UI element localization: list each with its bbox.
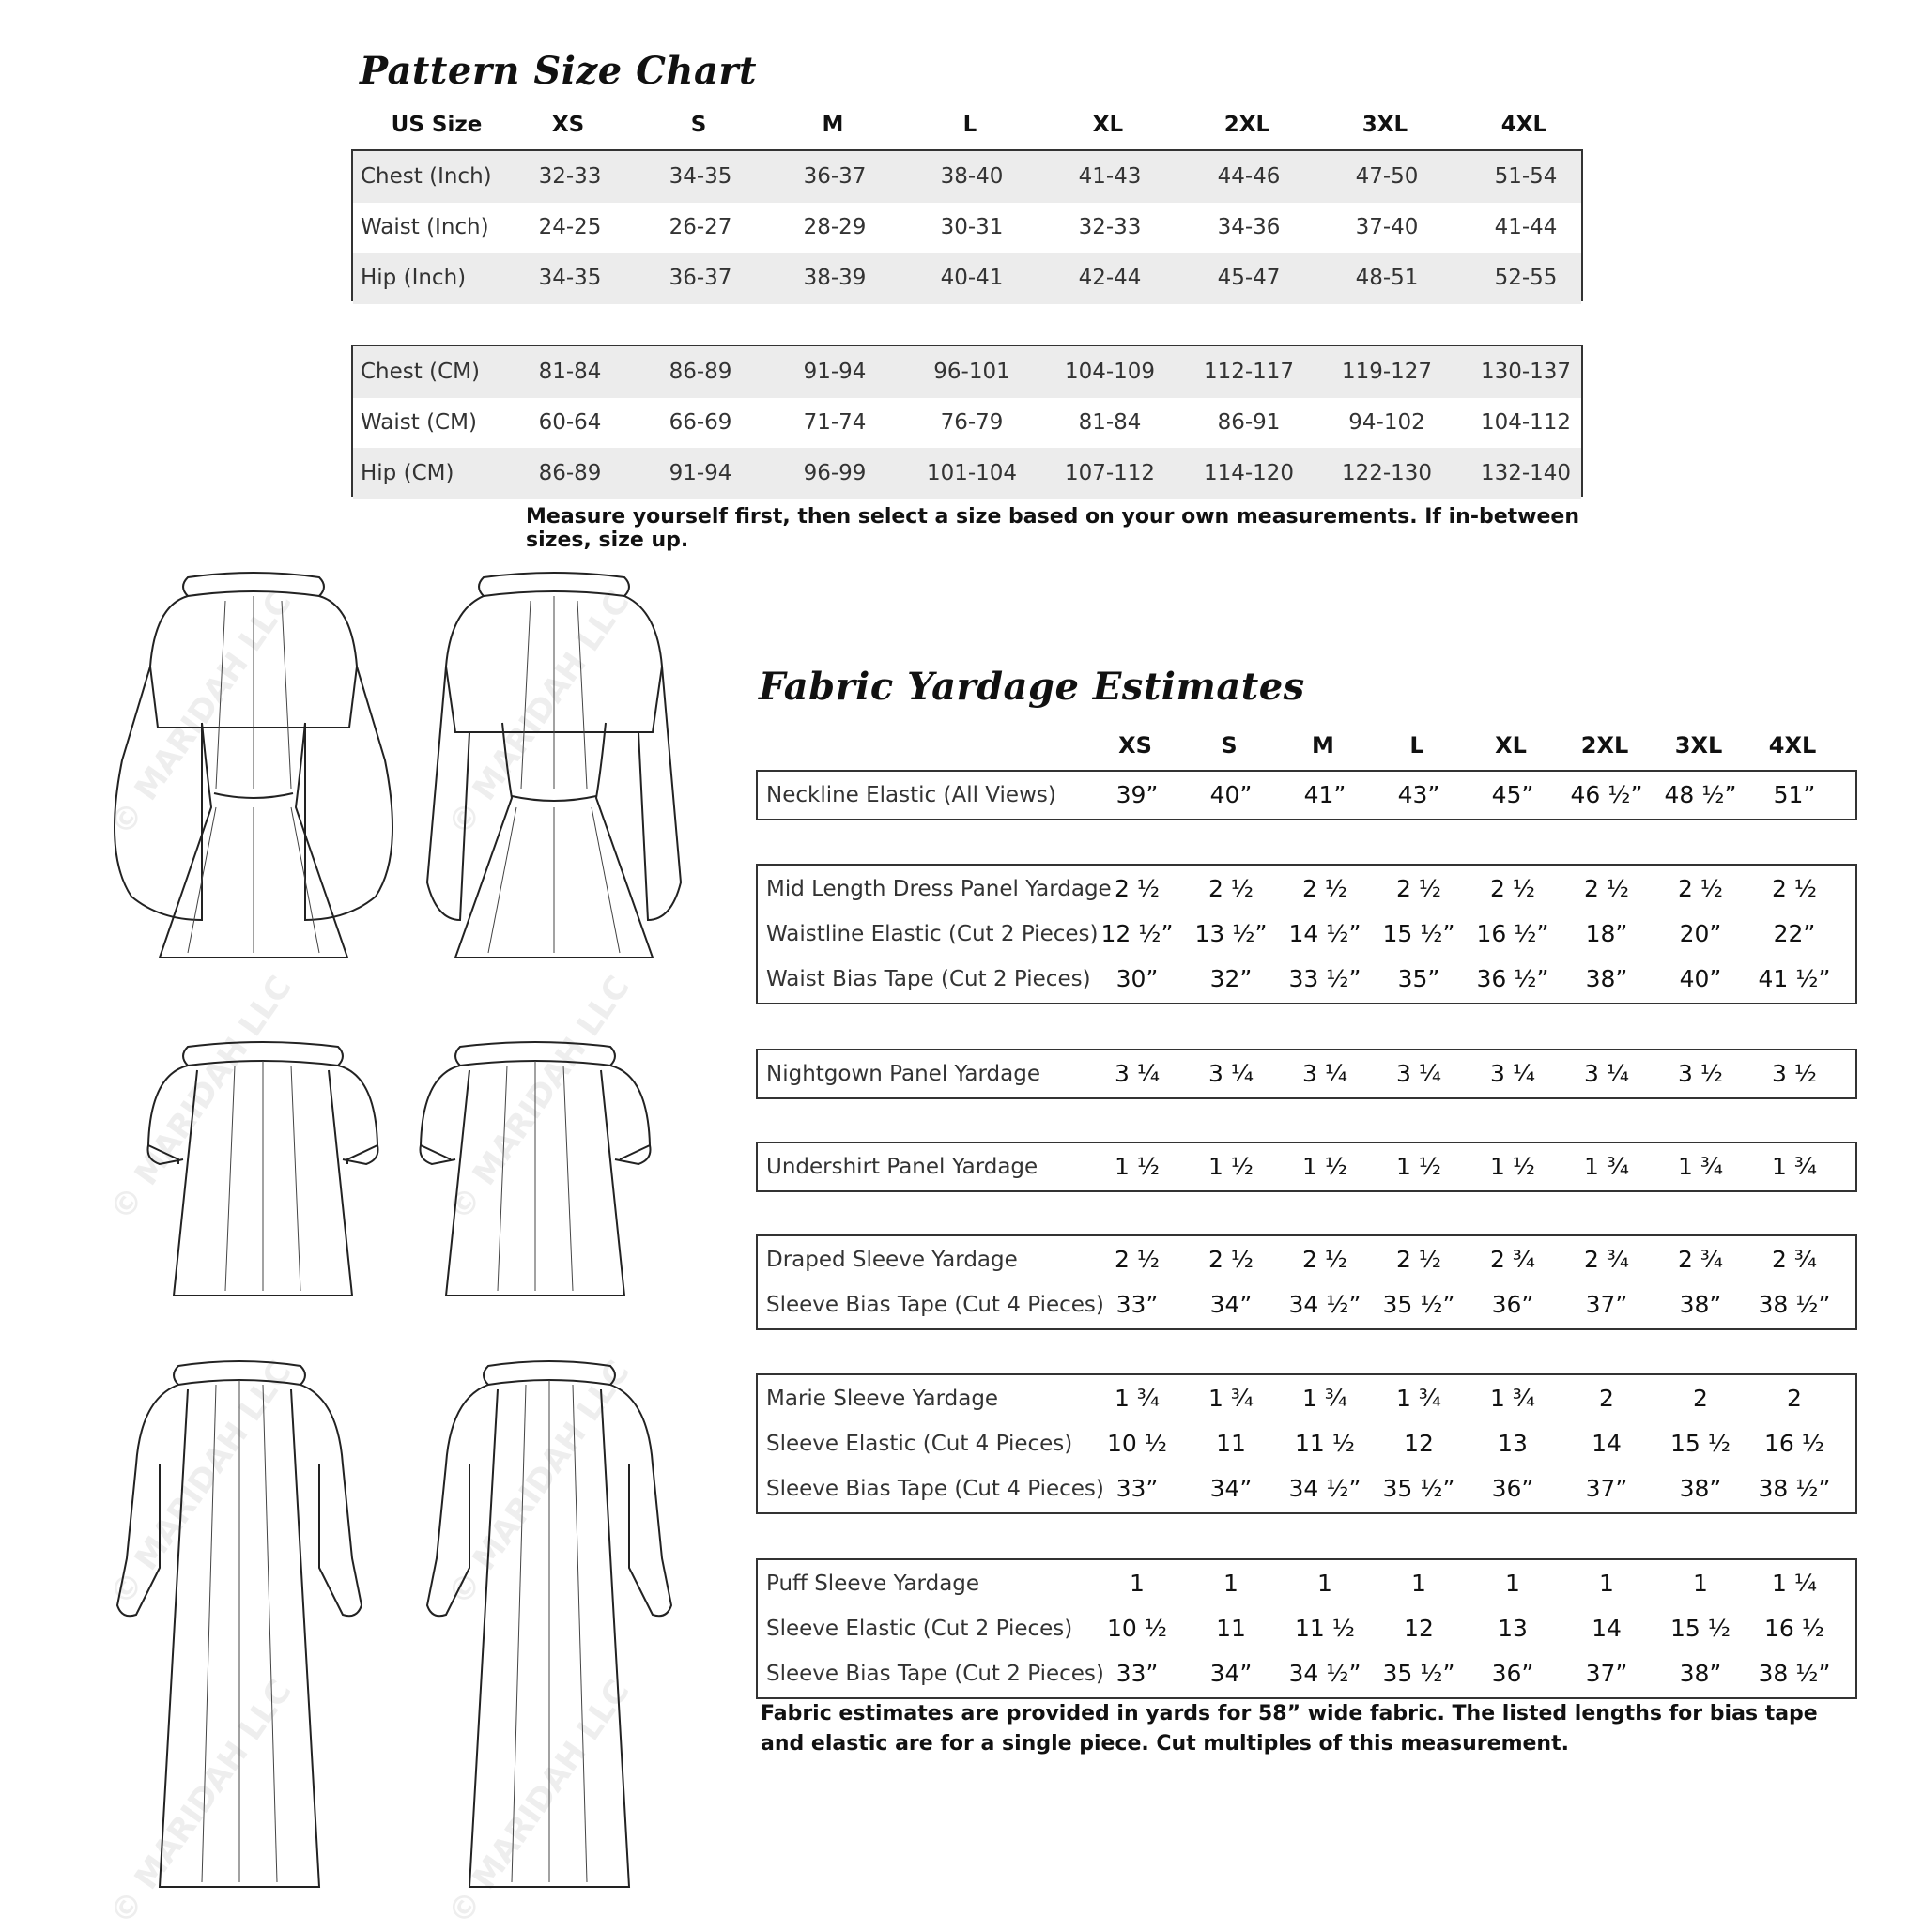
size-cell: 47-50 xyxy=(1355,164,1419,189)
yardage-cell: 37” xyxy=(1585,1291,1628,1318)
yardage-cell: 35” xyxy=(1397,965,1440,992)
yardage-row xyxy=(758,1051,1855,1096)
yardage-cell: 3 ¼ xyxy=(1395,1060,1442,1087)
size-cell: 37-40 xyxy=(1355,215,1419,239)
watermark: © MARIDAH LLC xyxy=(440,1354,638,1613)
size-cell: 101-104 xyxy=(926,461,1018,485)
yardage-table xyxy=(756,770,1857,820)
yardage-cell: 2 ½ xyxy=(1489,875,1536,902)
size-column-header: S xyxy=(690,113,707,137)
size-chart-title: Pattern Size Chart xyxy=(360,49,757,93)
undershirt-back-illustration xyxy=(413,1033,657,1305)
size-cell: 71-74 xyxy=(803,410,867,435)
yardage-row xyxy=(758,957,1855,1002)
size-cell: 30-31 xyxy=(940,215,1004,239)
yardage-cell: 2 ½ xyxy=(1301,875,1348,902)
yardage-cell: 2 ½ xyxy=(1208,875,1254,902)
undershirt-front-illustration xyxy=(141,1033,385,1305)
yardage-cell: 12 ½” xyxy=(1100,920,1174,947)
yardage-row xyxy=(758,1282,1855,1327)
yardage-cell: 16 ½ xyxy=(1764,1615,1824,1642)
yardage-cell: 3 ¼ xyxy=(1489,1060,1536,1087)
size-cell: 91-94 xyxy=(669,461,732,485)
size-cell: 104-109 xyxy=(1064,360,1156,384)
yardage-cell: 11 ½ xyxy=(1295,1430,1355,1457)
yardage-cell: 1 xyxy=(1223,1570,1238,1597)
dress-draped-sleeve-back-illustration xyxy=(418,563,690,967)
row-label: Marie Sleeve Yardage xyxy=(766,1387,999,1411)
yardage-cell: 2 xyxy=(1693,1385,1708,1412)
yardage-cell: 2 ½ xyxy=(1208,1246,1254,1273)
row-label: Chest (CM) xyxy=(361,360,480,384)
size-column-header: XL xyxy=(1092,113,1124,137)
dress-draped-sleeve-front-illustration xyxy=(103,563,404,967)
row-label: Puff Sleeve Yardage xyxy=(766,1572,980,1596)
yardage-cell: 10 ½ xyxy=(1107,1430,1167,1457)
yardage-cell: 43” xyxy=(1397,781,1440,808)
size-cell: 107-112 xyxy=(1064,461,1156,485)
yardage-cell: 35 ½” xyxy=(1382,1475,1455,1502)
yardage-column-header: S xyxy=(1221,732,1238,759)
row-label: Sleeve Elastic (Cut 2 Pieces) xyxy=(766,1617,1073,1641)
yardage-cell: 39” xyxy=(1115,781,1159,808)
size-cell: 36-37 xyxy=(803,164,867,189)
inch-table xyxy=(351,149,1583,301)
yardage-cell: 36” xyxy=(1491,1291,1534,1318)
row-label: Hip (Inch) xyxy=(361,266,467,290)
size-cell: 81-84 xyxy=(538,360,602,384)
yardage-cell: 3 ½ xyxy=(1677,1060,1724,1087)
row-label: Waist (Inch) xyxy=(361,215,489,239)
yardage-cell: 51” xyxy=(1773,781,1816,808)
size-cell: 96-101 xyxy=(933,360,1010,384)
row-label: Sleeve Bias Tape (Cut 2 Pieces) xyxy=(766,1662,1104,1686)
yardage-cell: 2 ¾ xyxy=(1771,1246,1818,1273)
yardage-cell: 16 ½ xyxy=(1764,1430,1824,1457)
yardage-cell: 1 ¾ xyxy=(1208,1385,1254,1412)
yardage-cell: 33” xyxy=(1115,1291,1159,1318)
size-cell: 48-51 xyxy=(1355,266,1419,290)
yardage-cell: 1 ¾ xyxy=(1771,1153,1818,1180)
row-label: Waist (CM) xyxy=(361,410,477,435)
size-cell: 130-137 xyxy=(1480,360,1572,384)
yardage-cell: 2 ½ xyxy=(1114,1246,1161,1273)
yardage-cell: 13 ½” xyxy=(1194,920,1268,947)
size-cell: 34-35 xyxy=(669,164,732,189)
yardage-column-header: 2XL xyxy=(1580,732,1629,759)
yardage-cell: 1 xyxy=(1505,1570,1520,1597)
yardage-cell: 34” xyxy=(1209,1660,1253,1687)
row-label: Sleeve Bias Tape (Cut 4 Pieces) xyxy=(766,1293,1104,1317)
yardage-cell: 36” xyxy=(1491,1660,1534,1687)
size-cell: 26-27 xyxy=(669,215,732,239)
yardage-cell: 1 xyxy=(1130,1570,1145,1597)
size-cell: 38-39 xyxy=(803,266,867,290)
watermark: © MARIDAH LLC xyxy=(440,1673,638,1932)
size-cell: 86-89 xyxy=(669,360,732,384)
yardage-cell: 15 ½” xyxy=(1382,920,1455,947)
yardage-cell: 36 ½” xyxy=(1476,965,1549,992)
size-cell: 96-99 xyxy=(803,461,867,485)
size-column-header: L xyxy=(962,113,977,137)
yardage-cell: 40” xyxy=(1679,965,1722,992)
size-cell: 60-64 xyxy=(538,410,602,435)
yardage-column-header: 4XL xyxy=(1768,732,1817,759)
size-cell: 44-46 xyxy=(1217,164,1281,189)
size-cell: 41-43 xyxy=(1078,164,1142,189)
row-label: Waistline Elastic (Cut 2 Pieces) xyxy=(766,922,1099,946)
yardage-cell: 13 xyxy=(1498,1615,1528,1642)
yardage-note: Fabric estimates are provided in yards for 58” wide fabric. The listed lengths for bias tape and elastic are for a single piece. Cut multiples of this measurement. xyxy=(761,1702,1818,1756)
yardage-row xyxy=(758,1651,1855,1696)
yardage-cell: 34” xyxy=(1209,1291,1253,1318)
yardage-row xyxy=(758,1466,1855,1511)
yardage-cell: 33” xyxy=(1115,1660,1159,1687)
size-column-header: M xyxy=(822,113,844,137)
yardage-title: Fabric Yardage Estimates xyxy=(759,665,1305,709)
yardage-cell: 16 ½” xyxy=(1476,920,1549,947)
yardage-table xyxy=(756,1373,1857,1514)
yardage-row xyxy=(758,1606,1855,1651)
yardage-column-header: XL xyxy=(1495,732,1527,759)
size-column-header: 4XL xyxy=(1500,113,1547,137)
size-cell: 41-44 xyxy=(1494,215,1558,239)
size-cell: 86-89 xyxy=(538,461,602,485)
yardage-cell: 14 ½” xyxy=(1288,920,1361,947)
watermark: © MARIDAH LLC xyxy=(102,1673,300,1932)
yardage-cell: 3 ¼ xyxy=(1301,1060,1348,1087)
yardage-cell: 1 ½ xyxy=(1395,1153,1442,1180)
yardage-cell: 1 xyxy=(1599,1570,1614,1597)
yardage-cell: 30” xyxy=(1115,965,1159,992)
size-cell: 52-55 xyxy=(1494,266,1558,290)
row-label: Chest (Inch) xyxy=(361,164,492,189)
size-cell: 122-130 xyxy=(1341,461,1433,485)
size-cell: 76-79 xyxy=(940,410,1004,435)
size-column-header: 3XL xyxy=(1361,113,1408,137)
yardage-cell: 46 ½” xyxy=(1570,781,1643,808)
yardage-cell: 2 xyxy=(1599,1385,1614,1412)
yardage-cell: 13 xyxy=(1498,1430,1528,1457)
yardage-cell: 3 ¼ xyxy=(1208,1060,1254,1087)
yardage-cell: 15 ½ xyxy=(1670,1615,1731,1642)
yardage-cell: 38 ½” xyxy=(1758,1660,1831,1687)
size-chart-note: Measure yourself first, then select a size based on your own measurements. If in-between sizes, size up. xyxy=(526,505,1579,552)
yardage-cell: 2 ¾ xyxy=(1583,1246,1630,1273)
yardage-cell: 3 ½ xyxy=(1771,1060,1818,1087)
yardage-cell: 38” xyxy=(1679,1475,1722,1502)
size-table-row xyxy=(353,346,1581,398)
size-cell: 94-102 xyxy=(1348,410,1425,435)
yardage-cell: 12 xyxy=(1404,1430,1434,1457)
yardage-table xyxy=(756,1234,1857,1330)
yardage-cell: 34” xyxy=(1209,1475,1253,1502)
yardage-cell: 1 ¾ xyxy=(1583,1153,1630,1180)
size-cell: 34-36 xyxy=(1217,215,1281,239)
yardage-cell: 15 ½ xyxy=(1670,1430,1731,1457)
yardage-row xyxy=(758,1144,1855,1189)
yardage-column-header: XS xyxy=(1118,732,1152,759)
yardage-cell: 2 ½ xyxy=(1395,1246,1442,1273)
yardage-cell: 40” xyxy=(1209,781,1253,808)
yardage-cell: 38” xyxy=(1585,965,1628,992)
yardage-row xyxy=(758,1561,1855,1606)
yardage-cell: 38 ½” xyxy=(1758,1291,1831,1318)
yardage-cell: 3 ¼ xyxy=(1114,1060,1161,1087)
size-table-row xyxy=(353,202,1581,253)
row-label: Waist Bias Tape (Cut 2 Pieces) xyxy=(766,967,1091,991)
size-cell: 112-117 xyxy=(1203,360,1295,384)
yardage-cell: 3 ¼ xyxy=(1583,1060,1630,1087)
yardage-table xyxy=(756,1142,1857,1192)
yardage-cell: 2 ½ xyxy=(1677,875,1724,902)
yardage-row xyxy=(758,912,1855,957)
yardage-cell: 10 ½ xyxy=(1107,1615,1167,1642)
size-column-header: XS xyxy=(551,113,585,137)
yardage-cell: 35 ½” xyxy=(1382,1660,1455,1687)
yardage-row xyxy=(758,866,1855,912)
yardage-cell: 34 ½” xyxy=(1288,1660,1361,1687)
yardage-cell: 2 ½ xyxy=(1114,875,1161,902)
size-header-label: US Size xyxy=(391,113,483,137)
row-label: Nightgown Panel Yardage xyxy=(766,1062,1040,1086)
yardage-cell: 1 xyxy=(1693,1570,1708,1597)
yardage-cell: 34 ½” xyxy=(1288,1291,1361,1318)
yardage-column-header: 3XL xyxy=(1674,732,1723,759)
yardage-row xyxy=(758,773,1855,818)
size-cell: 132-140 xyxy=(1480,461,1572,485)
yardage-cell: 2 ¾ xyxy=(1489,1246,1536,1273)
yardage-cell: 33” xyxy=(1115,1475,1159,1502)
yardage-cell: 37” xyxy=(1585,1475,1628,1502)
yardage-cell: 2 ½ xyxy=(1771,875,1818,902)
size-cell: 66-69 xyxy=(669,410,732,435)
yardage-cell: 36” xyxy=(1491,1475,1534,1502)
size-cell: 81-84 xyxy=(1078,410,1142,435)
yardage-cell: 37” xyxy=(1585,1660,1628,1687)
yardage-cell: 11 ½ xyxy=(1295,1615,1355,1642)
yardage-cell: 38” xyxy=(1679,1660,1722,1687)
size-cell: 36-37 xyxy=(669,266,732,290)
size-cell: 24-25 xyxy=(538,215,602,239)
size-cell: 42-44 xyxy=(1078,266,1142,290)
yardage-cell: 1 ¾ xyxy=(1489,1385,1536,1412)
watermark: © MARIDAH LLC xyxy=(102,584,300,843)
yardage-cell: 14 xyxy=(1592,1430,1622,1457)
yardage-cell: 2 ¾ xyxy=(1677,1246,1724,1273)
yardage-cell: 11 xyxy=(1216,1430,1246,1457)
nightgown-back-illustration xyxy=(413,1352,685,1896)
yardage-cell: 2 ½ xyxy=(1395,875,1442,902)
yardage-cell: 1 xyxy=(1411,1570,1426,1597)
yardage-cell: 12 xyxy=(1404,1615,1434,1642)
size-cell: 38-40 xyxy=(940,164,1004,189)
yardage-cell: 1 ¾ xyxy=(1677,1153,1724,1180)
row-label: Undershirt Panel Yardage xyxy=(766,1155,1038,1179)
yardage-cell: 2 ½ xyxy=(1301,1246,1348,1273)
yardage-row xyxy=(758,1237,1855,1282)
yardage-cell: 48 ½” xyxy=(1664,781,1737,808)
yardage-cell: 1 ½ xyxy=(1208,1153,1254,1180)
yardage-cell: 33 ½” xyxy=(1288,965,1361,992)
yardage-column-header: L xyxy=(1409,732,1424,759)
size-cell: 104-112 xyxy=(1480,410,1572,435)
yardage-cell: 1 ½ xyxy=(1301,1153,1348,1180)
watermark: © MARIDAH LLC xyxy=(102,1354,300,1613)
yardage-table xyxy=(756,864,1857,1004)
size-column-header: 2XL xyxy=(1223,113,1270,137)
yardage-cell: 1 ¾ xyxy=(1395,1385,1442,1412)
watermark: © MARIDAH LLC xyxy=(102,969,300,1228)
yardage-row xyxy=(758,1376,1855,1421)
yardage-cell: 32” xyxy=(1209,965,1253,992)
yardage-cell: 20” xyxy=(1679,920,1722,947)
cm-table xyxy=(351,345,1583,497)
yardage-cell: 38” xyxy=(1679,1291,1722,1318)
yardage-cell: 1 ¼ xyxy=(1771,1570,1818,1597)
yardage-table xyxy=(756,1049,1857,1099)
row-label: Sleeve Elastic (Cut 4 Pieces) xyxy=(766,1432,1073,1456)
row-label: Mid Length Dress Panel Yardage xyxy=(766,877,1112,901)
size-cell: 91-94 xyxy=(803,360,867,384)
yardage-cell: 35 ½” xyxy=(1382,1291,1455,1318)
yardage-cell: 11 xyxy=(1216,1615,1246,1642)
yardage-cell: 1 ¾ xyxy=(1301,1385,1348,1412)
yardage-cell: 1 ¾ xyxy=(1114,1385,1161,1412)
row-label: Draped Sleeve Yardage xyxy=(766,1248,1018,1272)
yardage-column-header: M xyxy=(1312,732,1334,759)
yardage-cell: 45” xyxy=(1491,781,1534,808)
yardage-cell: 22” xyxy=(1773,920,1816,947)
nightgown-front-illustration xyxy=(103,1352,376,1896)
size-table-row xyxy=(353,397,1581,449)
yardage-cell: 34 ½” xyxy=(1288,1475,1361,1502)
row-label: Hip (CM) xyxy=(361,461,454,485)
row-label: Sleeve Bias Tape (Cut 4 Pieces) xyxy=(766,1477,1104,1501)
size-cell: 51-54 xyxy=(1494,164,1558,189)
yardage-cell: 2 xyxy=(1787,1385,1802,1412)
size-cell: 114-120 xyxy=(1203,461,1295,485)
yardage-cell: 18” xyxy=(1585,920,1628,947)
yardage-cell: 38 ½” xyxy=(1758,1475,1831,1502)
size-cell: 34-35 xyxy=(538,266,602,290)
size-table-row xyxy=(353,151,1581,203)
size-cell: 86-91 xyxy=(1217,410,1281,435)
size-cell: 45-47 xyxy=(1217,266,1281,290)
size-cell: 28-29 xyxy=(803,215,867,239)
watermark: © MARIDAH LLC xyxy=(440,584,638,843)
yardage-cell: 1 xyxy=(1317,1570,1332,1597)
size-cell: 40-41 xyxy=(940,266,1004,290)
yardage-cell: 2 ½ xyxy=(1583,875,1630,902)
yardage-cell: 41” xyxy=(1303,781,1346,808)
size-cell: 32-33 xyxy=(538,164,602,189)
yardage-cell: 1 ½ xyxy=(1489,1153,1536,1180)
size-table-row xyxy=(353,448,1581,499)
yardage-cell: 41 ½” xyxy=(1758,965,1831,992)
yardage-table xyxy=(756,1558,1857,1699)
yardage-cell: 14 xyxy=(1592,1615,1622,1642)
size-cell: 119-127 xyxy=(1341,360,1433,384)
size-cell: 32-33 xyxy=(1078,215,1142,239)
size-table-row xyxy=(353,253,1581,304)
watermark: © MARIDAH LLC xyxy=(440,969,638,1228)
yardage-row xyxy=(758,1421,1855,1466)
row-label: Neckline Elastic (All Views) xyxy=(766,783,1056,807)
yardage-cell: 1 ½ xyxy=(1114,1153,1161,1180)
